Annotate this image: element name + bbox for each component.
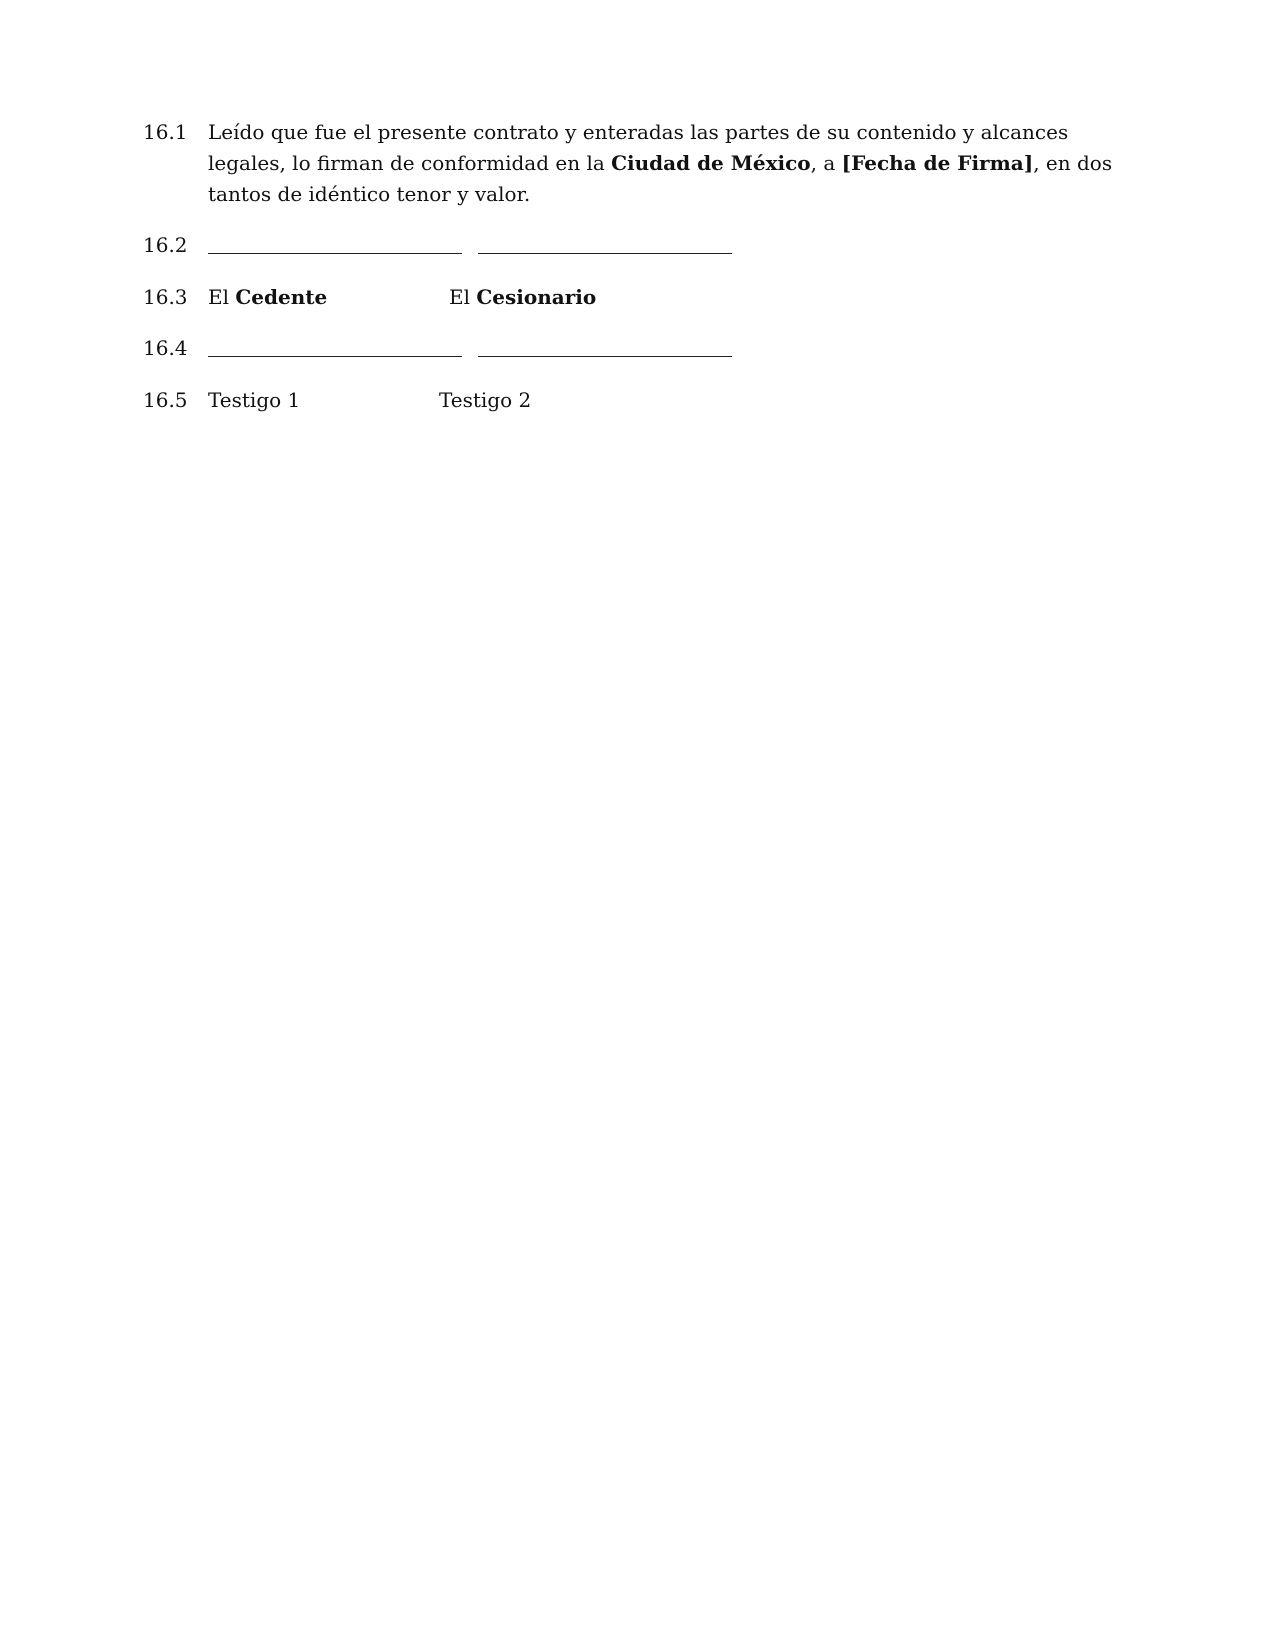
clause-text — [208, 117, 1133, 210]
party-label-cesionario — [449, 282, 596, 313]
clause-16-3 — [143, 282, 1133, 313]
party-labels — [208, 282, 1133, 313]
clause-number: 16.4 — [143, 336, 188, 360]
clause-text-part: , en dos tantos de idéntico tenor y valor. — [208, 151, 1113, 206]
signing-date-placeholder: [Fecha de Firma] — [841, 151, 1034, 175]
clause-text-part: Leído que fue el presente contrato y enteradas las partes de su contenido y alcances legales, lo firman de conformidad en la — [208, 120, 1069, 175]
signature-line-cedente — [208, 230, 462, 254]
clause-16-1 — [143, 117, 1133, 210]
signature-lines-parties — [208, 230, 1133, 254]
clause-16-5 — [143, 385, 1133, 416]
clause-number: 16.1 — [143, 120, 188, 144]
label-prefix: El — [449, 285, 477, 309]
label-bold: Cedente — [235, 285, 328, 309]
label-prefix: El — [208, 285, 236, 309]
witness-labels — [208, 385, 1133, 416]
witness-label-2: Testigo 2 — [439, 388, 532, 412]
clause-number: 16.3 — [143, 285, 188, 309]
label-bold: Cesionario — [476, 285, 597, 309]
city-name: Ciudad de México — [611, 151, 811, 175]
party-label-cedente — [208, 282, 449, 313]
signature-line-cesionario — [478, 230, 732, 254]
clause-16-2 — [143, 230, 1133, 261]
signature-line-witness-1 — [208, 333, 462, 357]
clause-number: 16.5 — [143, 388, 188, 412]
signature-line-witness-2 — [478, 333, 732, 357]
signature-lines-witnesses — [208, 333, 1133, 357]
clause-text-part: , a — [810, 151, 842, 175]
clause-16-4 — [143, 333, 1133, 364]
clause-number: 16.2 — [143, 233, 188, 257]
witness-label-1: Testigo 1 — [208, 388, 301, 412]
